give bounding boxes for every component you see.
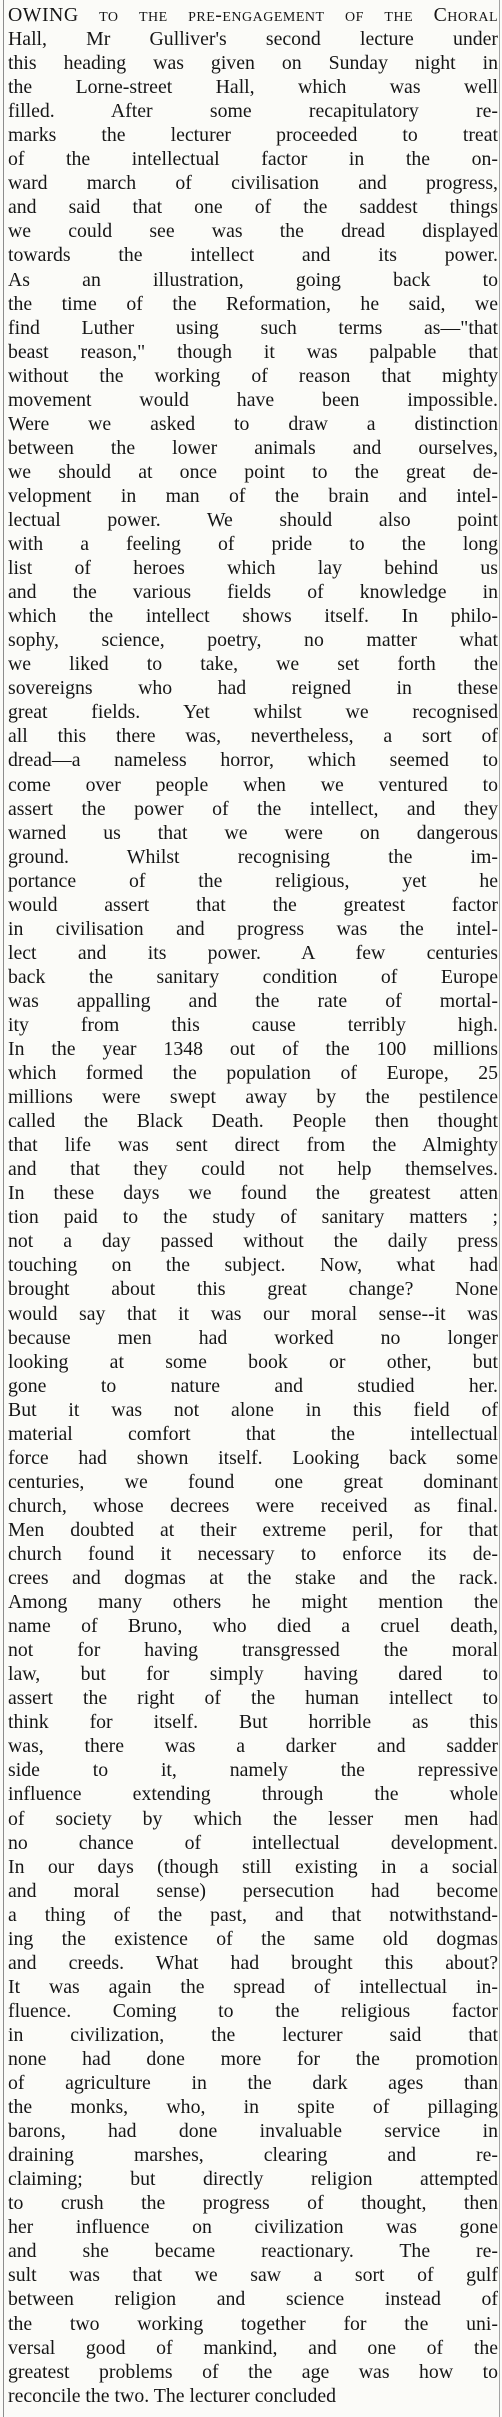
article-line: the time of the Reformation, he said, we (8, 292, 498, 315)
article-line: we should at once point to the great de- (8, 460, 498, 483)
article-line: sult was that we saw a sort of gulf (8, 2264, 498, 2287)
article-line: church found it necessary to enforce its de- (8, 1543, 498, 1565)
article-line: assert the right of the human intellect to (8, 1687, 498, 1710)
article-line: Hall, Mr Gulliver's second lecture under (8, 28, 498, 51)
article-line: church, whose decrees were received as final. (8, 1494, 498, 1517)
article-line: of the intellectual factor in the on- (8, 148, 498, 171)
article-line: sovereigns who had reigned in these (8, 677, 498, 700)
article-line: in civilization, the lecturer said that (8, 2023, 498, 2046)
article-line: lect and its power. A few centuries (8, 941, 498, 964)
article-line: we could see was the dread displayed (8, 220, 498, 243)
article-line: ground. Whilst recognising the im- (8, 845, 498, 868)
article-line: all this there was, nevertheless, a sort of (8, 725, 498, 748)
article-line: reconcile the two. The lecturer concluded (8, 2384, 337, 2407)
article-line: brought about this great change? None (8, 1278, 498, 1301)
article-line: would say that it was our moral sense--it was (8, 1302, 498, 1325)
article-line: a thing of the past, and that notwithstand- (8, 1903, 498, 1926)
article-line: towards the intellect and its power. (8, 244, 498, 267)
article-line: this heading was given on Sunday night in (8, 52, 498, 75)
article-line: we liked to take, we set forth the (8, 653, 498, 676)
article-line: Among many others he might mention the (8, 1591, 498, 1614)
article-line: that life was sent direct from the Almighty (8, 1134, 498, 1157)
article-line: because men had worked no longer (8, 1326, 498, 1349)
article-line: no chance of intellectual development. (8, 1831, 498, 1854)
article-line: sophy, science, poetry, no matter what (8, 629, 498, 652)
article-line: of agriculture in the dark ages than (8, 2072, 498, 2095)
article-line: was appalling and the rate of mortal- (8, 989, 498, 1012)
article-line: with a feeling of pride to the long (8, 533, 498, 556)
article-line: list of heroes which lay behind us (8, 557, 498, 580)
article-line: back the sanitary condition of Europe (8, 965, 498, 988)
column-rule-right (499, 0, 500, 2417)
article-line: versal good of mankind, and one of the (8, 2336, 498, 2359)
article-line: But it was not alone in this field of (8, 1398, 498, 1421)
article-line: millions were swept away by the pestilence (8, 1086, 498, 1109)
article-line: called the Black Death. People then thought (8, 1110, 498, 1133)
article-line: dread—a nameless horror, which seemed to (8, 749, 498, 772)
article-line: and she became reactionary. The re- (8, 2240, 498, 2263)
article-line: gone to nature and studied her. (8, 1374, 498, 1397)
article-line: influence extending through the whole (8, 1783, 498, 1806)
article-line: her influence on civilization was gone (8, 2216, 498, 2239)
article-line: ward march of civilisation and progress, (8, 172, 498, 195)
article-line: ing the existence of the same old dogmas (8, 1927, 498, 1950)
article-line: which the intellect shows itself. In philo- (8, 605, 498, 628)
article-line: without the working of reason that mighty (8, 364, 498, 387)
article-line: velopment in man of the brain and intel- (8, 484, 498, 507)
column-rule-left (3, 0, 4, 2417)
article-line: in civilisation and progress was the intel- (8, 917, 498, 940)
article-line: fluence. Coming to the religious factor (8, 1999, 498, 2022)
article-line: portance of the religious, yet he (8, 869, 498, 892)
article-line: and the various fields of knowledge in (8, 581, 498, 604)
article-line: assert the power of the intellect, and they (8, 797, 498, 820)
article-line: which formed the population of Europe, 25 (8, 1062, 498, 1085)
article-line: force had shown itself. Looking back some (8, 1446, 498, 1469)
article-line: barons, had done invaluable service in (8, 2120, 498, 2143)
article-line: not a day passed without the daily press (8, 1230, 498, 1253)
article-line: claiming; but directly religion attempted (8, 2168, 498, 2191)
article-line: Were we asked to draw a distinction (8, 412, 498, 435)
article-line: would assert that the greatest factor (8, 893, 498, 916)
article-line: between religion and science instead of (8, 2288, 498, 2311)
article-line: greatest problems of the age was how to (8, 2360, 498, 2383)
article-line: looking at some book or other, but (8, 1350, 498, 1373)
article-line: the monks, who, in spite of pillaging (8, 2096, 498, 2119)
article-line: and moral sense) persecution had become (8, 1879, 498, 1902)
article-line: and said that one of the saddest things (8, 196, 498, 219)
article-line: It was again the spread of intellectual in- (8, 1975, 498, 1998)
article-line: name of Bruno, who died a cruel death, (8, 1615, 498, 1638)
article-line: Men doubted at their extreme peril, for that (8, 1518, 498, 1541)
article-line: and that they could not help themselves. (8, 1158, 498, 1181)
article-line: tion paid to the study of sanitary matters ; (8, 1206, 498, 1229)
article-line: In our days (though still existing in a social (8, 1855, 498, 1878)
article-line: filled. After some recapitulatory re- (8, 100, 498, 123)
article-line: was, there was a darker and sadder (8, 1735, 498, 1758)
article-line: material comfort that the intellectual (8, 1422, 498, 1445)
article-line: none had done more for the promotion (8, 2047, 498, 2070)
article-line: not for having transgressed the moral (8, 1639, 498, 1662)
article-line: In the year 1348 out of the 100 millions (8, 1038, 498, 1061)
article-line: between the lower animals and ourselves, (8, 436, 498, 459)
article-line: touching on the subject. Now, what had (8, 1254, 498, 1277)
article-line: the two working together for the uni- (8, 2312, 498, 2335)
article-line: great fields. Yet whilst we recognised (8, 701, 498, 724)
article-line: crees and dogmas at the stake and the rack. (8, 1567, 498, 1590)
article-line: As an illustration, going back to (8, 268, 498, 291)
article-line: think for itself. But horrible as this (8, 1711, 498, 1734)
article-line: marks the lecturer proceeded to treat (8, 124, 498, 147)
article-line: lectual power. We should also point (8, 508, 498, 531)
article-line: and creeds. What had brought this about? (8, 1951, 498, 1974)
article-line: find Luther using such terms as—"that (8, 316, 498, 339)
article-line: of society by which the lesser men had (8, 1807, 498, 1830)
article-line: warned us that we were on dangerous (8, 821, 498, 844)
article-line: OWING to the pre-engagement of the Choral (8, 4, 498, 26)
article-line: movement would have been impossible. (8, 388, 498, 411)
article-line: law, but for simply having dared to (8, 1663, 498, 1686)
article-line: centuries, we found one great dominant (8, 1470, 498, 1493)
article-line: draining marshes, clearing and re- (8, 2144, 498, 2167)
article-line: ity from this cause terribly high. (8, 1013, 498, 1036)
article-line: to crush the progress of thought, then (8, 2192, 498, 2215)
article-line: beast reason," though it was palpable that (8, 340, 498, 363)
article-line: come over people when we ventured to (8, 773, 498, 796)
article-line: the Lorne-street Hall, which was well (8, 76, 498, 99)
article-line: side to it, namely the repressive (8, 1759, 498, 1782)
article-body (8, 3, 498, 2408)
article-line: In these days we found the greatest atten (8, 1182, 498, 1205)
